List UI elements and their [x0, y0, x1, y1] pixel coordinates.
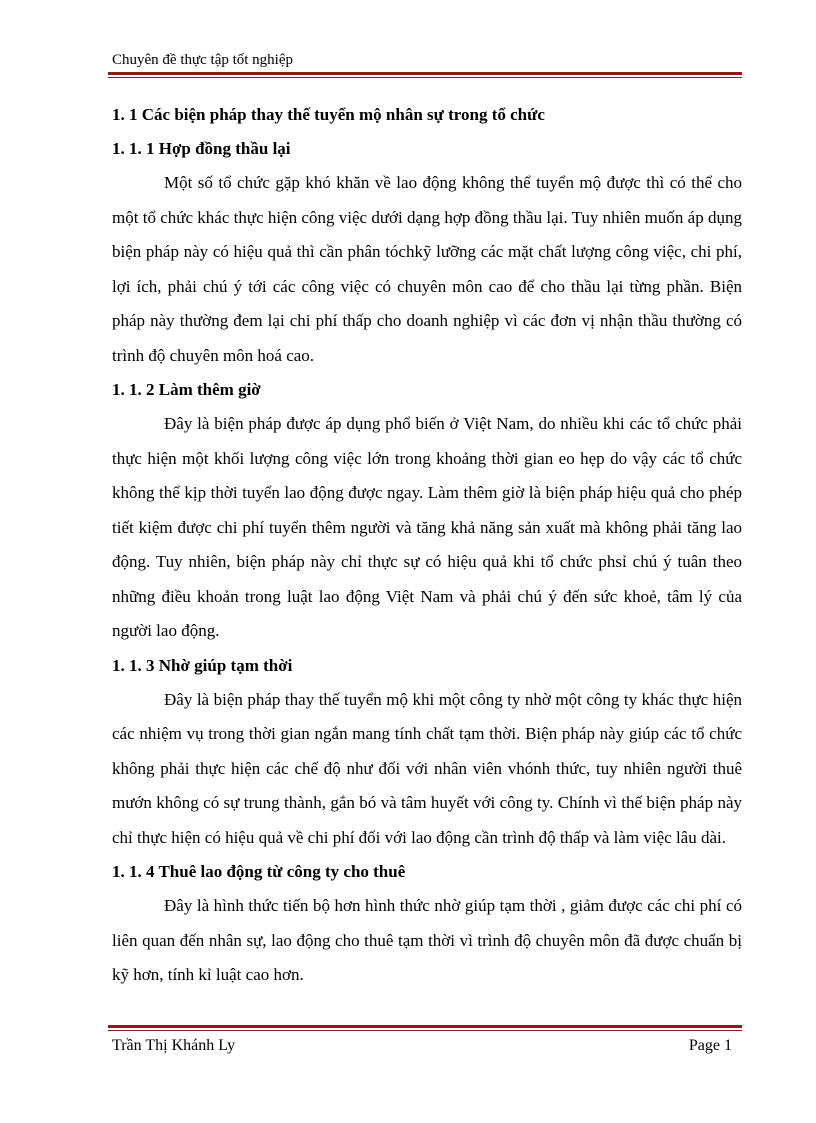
- footer-page-number: Page 1: [688, 1037, 732, 1054]
- section-heading: 1. 1. 4 Thuê lao động từ công ty cho thuê: [112, 862, 406, 881]
- section-heading: 1. 1. 2 Làm thêm giờ: [112, 380, 261, 399]
- section-paragraph: Đây là biện pháp được áp dụng phổ biến ở Việt Nam, do nhiều khi các tổ chức phải thực hiện một khối lượng công việc lớn trong khoảng thời gian eo hẹp do vậy các tổ chức không thể kịp thời tuyển lao động được ngay. Làm thêm giờ là biện pháp hiệu quả cho phép tiết kiệm được chi phí tuyển thêm người và tăng khả năng sản xuất mà không phải tăng lao động. Tuy nhiên, biện pháp này chỉ thực sự có hiệu quả khi tổ chức phsỉ chú ý tuân theo những điều khoản trong luật lao động Việt Nam và phải chú ý đến sức khoẻ, tâm lý của người lao động.: [112, 414, 742, 640]
- header-rule: [108, 72, 742, 78]
- section-paragraph: Một số tổ chức gặp khó khăn về lao động không thể tuyển mộ được thì có thể cho một tổ chức khác thực hiện công việc dưới dạng hợp đồng thầu lại. Tuy nhiên muốn áp dụng biện pháp này có hiệu quả thì cần phân tóchkỹ lưỡng các mặt chất lượng công việc, chi phí, lợi ích, phải chú ý tới các công việc có chuyên môn cao để cho thầu lại từng phần. Biện pháp này thường đem lại chi phí thấp cho doanh nghiệp vì các đơn vị nhận thầu thường có trình độ chuyên môn hoá cao.: [112, 173, 742, 365]
- section-heading: 1. 1 Các biện pháp thay thế tuyển mộ nhân sự trong tổ chức: [112, 105, 545, 124]
- section-heading: 1. 1. 3 Nhờ giúp tạm thời: [112, 655, 293, 675]
- section-paragraph: Đây là hình thức tiến bộ hơn hình thức nhờ giúp tạm thời , giảm được các chi phí có liên quan đến nhân sự, lao động cho thuê tạm thời vì trình độ chuyên môn đã được chuẩn bị kỹ hơn, tính kỉ luật cao hơn.: [112, 896, 742, 984]
- section-heading: 1. 1. 1 Hợp đồng thầu lại: [112, 139, 291, 158]
- footer-author: Trần Thị Khánh Ly: [112, 1037, 236, 1054]
- document-body: [112, 98, 742, 993]
- page-header-title: Chuyên đề thực tập tốt nghiệp: [112, 52, 294, 68]
- section-paragraph: Đây là biện pháp thay thế tuyển mộ khi một công ty nhờ một công ty khác thực hiện các nhiệm vụ trong thời gian ngắn mang tính chất tạm thời. Biện pháp này giúp các tổ chức không phải thực hiện các chế độ như đối với nhân viên vhónh thức, tuy nhiên người thuê mướn không có sự trung thành, gắn bó và tâm huyết với công ty. Chính vì thế biện pháp này chỉ thực hiện có hiệu quả về chi phí đối với lao động cần trình độ thấp và làm việc lâu dài.: [112, 689, 742, 847]
- footer-rule: [108, 1025, 742, 1031]
